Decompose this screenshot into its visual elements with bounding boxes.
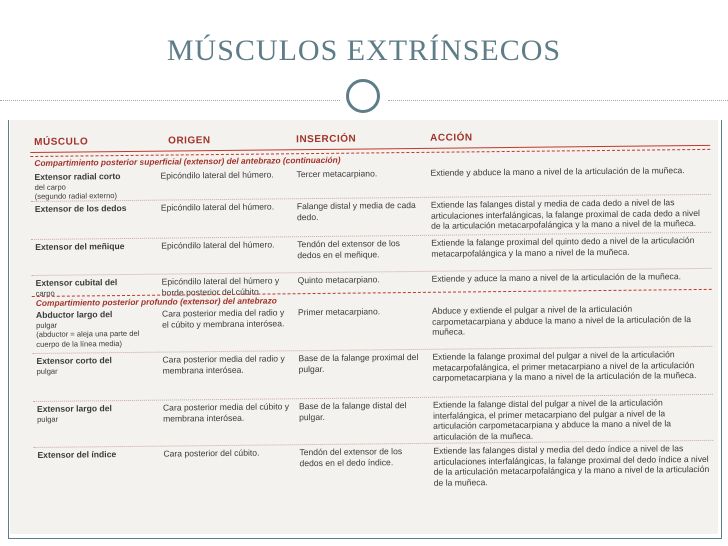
action-cell: Extiende y abduce la mano a nivel de la articulación de la muñeca. [430,165,685,178]
insertion-cell: Base de la falange distal del pulgar. [298,400,407,422]
muscle-cell [37,403,155,424]
muscle-name: Extensor largo del [36,403,112,414]
action-cell: Extiende la falange proximal del quinto dedo a nivel de la articulación metacarpofalángica y la mano a nivel de la muñeca. [431,235,695,259]
origin-cell: Epicóndilo lateral del húmero. [161,239,275,251]
muscle-name: Extensor cubital del [35,277,118,288]
insertion-cell: Quinto metacarpiano. [297,274,380,286]
muscle-name: Extensor del índice [37,449,117,460]
table-row [31,235,711,260]
muscle-cell [35,203,153,215]
action-cell: Extiende las falanges distal y media del dedo índice a nivel de las articulaciones interfalángicas, la falange proximal del dedo índice a nivel de la articulación metacarpofalángica y la mano a nivel de la articulación de la muñeca. [433,443,710,488]
header-muscle: MÚSCULO [34,136,89,148]
table-row [32,271,712,298]
origin-cell: Cara posterior media del cúbito y membrana interósea. [162,401,290,424]
section-title: Compartimiento posterior profundo (extensor) del antebrazo [35,295,277,308]
muscle-cell [34,171,152,202]
table-row [33,397,713,442]
muscle-name: Extensor radial corto [34,171,121,182]
divider-circle-ornament [346,79,380,113]
insertion-cell: Falange distal y media de cada dedo. [296,199,416,222]
origin-cell: Epicóndilo lateral del húmero. [160,169,274,181]
action-cell: Extiende la falange distal del pulgar a nivel de la articulación interfalángica, el primer metacarpiano del pulgar a nivel de la articulación carpometacarpiana y abduce la mano a nivel de la articulación de la muñeca. [432,397,672,442]
muscle-name: Extensor de los dedos [34,202,127,214]
origin-cell: Cara posterior media del radio y membrana interósea. [162,353,285,376]
insertion-cell: Base de la falange proximal del pulgar. [298,351,419,374]
muscle-name: Extensor del meñique [35,241,125,252]
origin-cell: Cara posterior media del radio y el cúbito y membrana interósea. [161,307,285,330]
muscle-note: pulgar (abductor = aleja una parte del cuerpo de la línea media) [36,320,140,349]
muscle-cell [36,355,154,376]
table-row [32,349,712,383]
muscle-cell [36,309,154,349]
muscle-note: carpo [35,288,55,298]
header-action: ACCIÓN [430,132,473,144]
muscle-cell [35,241,153,253]
title-divider-left [0,100,340,101]
muscle-note: pulgar [36,414,59,424]
title-divider-right [388,100,728,101]
slide-title: MÚSCULOS EXTRÍNSECOS [166,34,562,67]
action-cell: Extiende las falanges distal y media de cada dedo a nivel de las articulaciones interfalángicas, la falange proximal de cada dedo a nivel de la articulación metacarpofalángica y la mano a nivel de la muñeca. [430,197,700,231]
insertion-cell: Tercer metacarpiano. [296,168,378,180]
action-cell: Abduce y extiende el pulgar a nivel de la articulación carpometacarpiana y abduce la mano a nivel de la articulación de la muñeca. [431,303,692,337]
action-cell: Extiende y aduce la mano a nivel de la articulación de la muñeca. [431,271,682,284]
insertion-cell: Primer metacarpiano. [297,306,381,318]
origin-cell: Cara posterior del cúbito. [163,447,260,459]
table-row [33,443,713,488]
muscle-note: pulgar [36,366,58,376]
muscle-name: Abductor largo del [35,309,113,320]
header-origin: ORIGEN [168,135,211,147]
muscle-note: del carpo (segundo radial externo) [34,182,118,201]
muscle-cell [37,449,155,461]
insertion-cell: Tendón del extensor de los dedos en el meñique. [297,238,400,260]
header-insertion: INSERCIÓN [296,133,357,146]
section-title: Compartimiento posterior superficial (extensor) del antebrazo (continuación) [34,154,341,168]
insertion-cell: Tendón del extensor de los dedos en el dedo índice. [299,446,403,468]
action-cell: Extiende la falange proximal del pulgar a nivel de la articulación metacarpofalángica, el primer metacarpiano a nivel de la articulación carpometacarpiana y la mano a nivel de la articulación de la muñeca. [432,349,697,383]
origin-cell: Epicóndilo lateral del húmero. [160,201,275,213]
muscle-table [30,121,714,518]
origin-cell: Epicóndilo lateral del húmero y borde posterior del cúbito [161,275,280,298]
muscle-name: Extensor corto del [36,355,112,366]
